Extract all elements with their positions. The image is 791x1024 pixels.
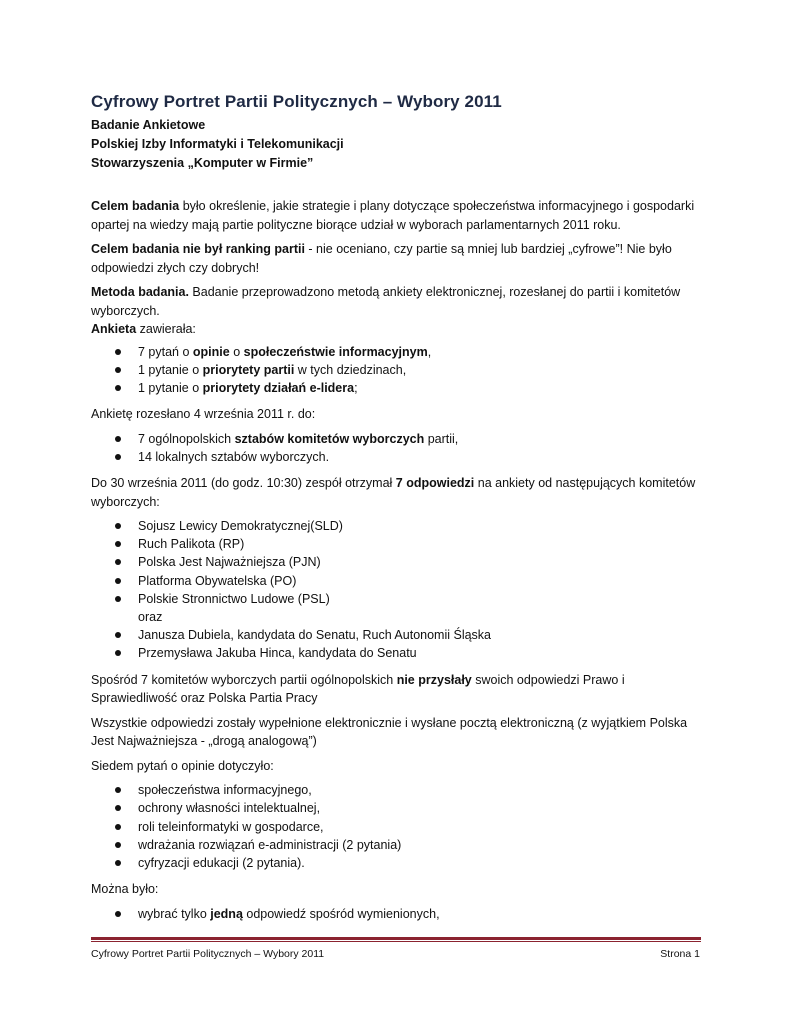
- paragraph-sent: Ankietę rozesłano 4 września 2011 r. do:: [91, 407, 316, 422]
- list-item: 1 pytanie o priorytety działań e-lidera;: [115, 379, 703, 397]
- page-number: Strona 1: [660, 948, 700, 960]
- footer-rule-thin: [91, 941, 701, 942]
- list-item: wdrażania rozwiązań e-administracji (2 pytania): [115, 836, 703, 854]
- list-item: Ruch Palikota (RP): [115, 535, 703, 553]
- list-item: 7 pytań o opinie o społeczeństwie informacyjnym,: [115, 343, 703, 361]
- subtitle-block: [91, 116, 703, 173]
- document-title: Cyfrowy Portret Partii Politycznych – Wybory 2011: [91, 92, 502, 111]
- footer-rule: [91, 937, 701, 940]
- list-item: cyfryzacji edukacji (2 pytania).: [115, 854, 703, 872]
- list-item: Platforma Obywatelska (PO): [115, 572, 703, 590]
- list-item: Janusza Dubiela, kandydata do Senatu, Ruch Autonomii Śląska: [115, 626, 703, 644]
- list-item: ochrony własności intelektualnej,: [115, 799, 703, 817]
- recipients-list: [91, 430, 703, 466]
- paragraph-questions: Siedem pytań o opinie dotyczyło:: [91, 758, 274, 773]
- subtitle-1: Badanie Ankietowe: [91, 118, 206, 132]
- paragraph-not-ranking: Celem badania nie był ranking partii - nie oceniano, czy partie są mniej lub bardziej „cyfrowe”! Nie było odpowiedzi złych czy dobrych!: [91, 242, 672, 275]
- paragraph-electronic: Wszystkie odpowiedzi zostały wypełnione elektronicznie i wysłane pocztą elektroniczną (z wyjątkiem Polska Jest Najważniejsza - „drogą analogową”): [91, 715, 688, 749]
- document-page: [91, 92, 703, 931]
- list-item: Polska Jest Najważniejsza (PJN): [115, 553, 703, 571]
- subtitle-2: Polskiej Izby Informatyki i Telekomunikacji: [91, 137, 344, 151]
- list-item: 1 pytanie o priorytety partii w tych dziedzinach,: [115, 361, 703, 379]
- options-list: [91, 905, 703, 923]
- committees-list: [91, 517, 703, 663]
- paragraph-responses: Do 30 września 2011 (do godz. 10:30) zespół otrzymał 7 odpowiedzi na ankiety od następujących komitetów wyborczych:: [91, 476, 696, 509]
- list-item: społeczeństwa informacyjnego,: [115, 781, 703, 799]
- list-item: Przemysława Jakuba Hinca, kandydata do Senatu: [115, 644, 703, 662]
- list-item: 14 lokalnych sztabów wyborczych.: [115, 448, 703, 466]
- footer-title: Cyfrowy Portret Partii Politycznych – Wybory 2011: [91, 948, 325, 960]
- survey-contents-list: [91, 343, 703, 398]
- list-item: Sojusz Lewicy Demokratycznej(SLD): [115, 517, 703, 535]
- list-item: wybrać tylko jedną odpowiedź spośród wymienionych,: [115, 905, 703, 923]
- paragraph-method: Metoda badania. Badanie przeprowadzono metodą ankiety elektronicznej, rozesłanej do partii i komitetów wyborczych. Ankieta zawierała:: [91, 285, 681, 336]
- paragraph-missing: Spośród 7 komitetów wyborczych partii ogólnopolskich nie przysłały swoich odpowiedzi Prawo i Sprawiedliwość oraz Polska Partia Pracy: [91, 672, 625, 706]
- list-item: roli teleinformatyki w gospodarce,: [115, 818, 703, 836]
- paragraph-possible: Można było:: [91, 882, 159, 897]
- list-item: 7 ogólnopolskich sztabów komitetów wyborczych partii,: [115, 430, 703, 448]
- paragraph-goal: Celem badania było określenie, jakie strategie i plany dotyczące społeczeństwa informacyjnego i gospodarki opartej na wiedzy mają partie polityczne biorące udział w wyborach parlamentarnych 2011 roku.: [91, 199, 695, 232]
- list-connector: oraz: [138, 610, 163, 625]
- topics-list: [91, 781, 703, 872]
- subtitle-3: Stowarzyszenia „Komputer w Firmie”: [91, 156, 314, 170]
- list-item: Polskie Stronnictwo Ludowe (PSL): [115, 590, 703, 608]
